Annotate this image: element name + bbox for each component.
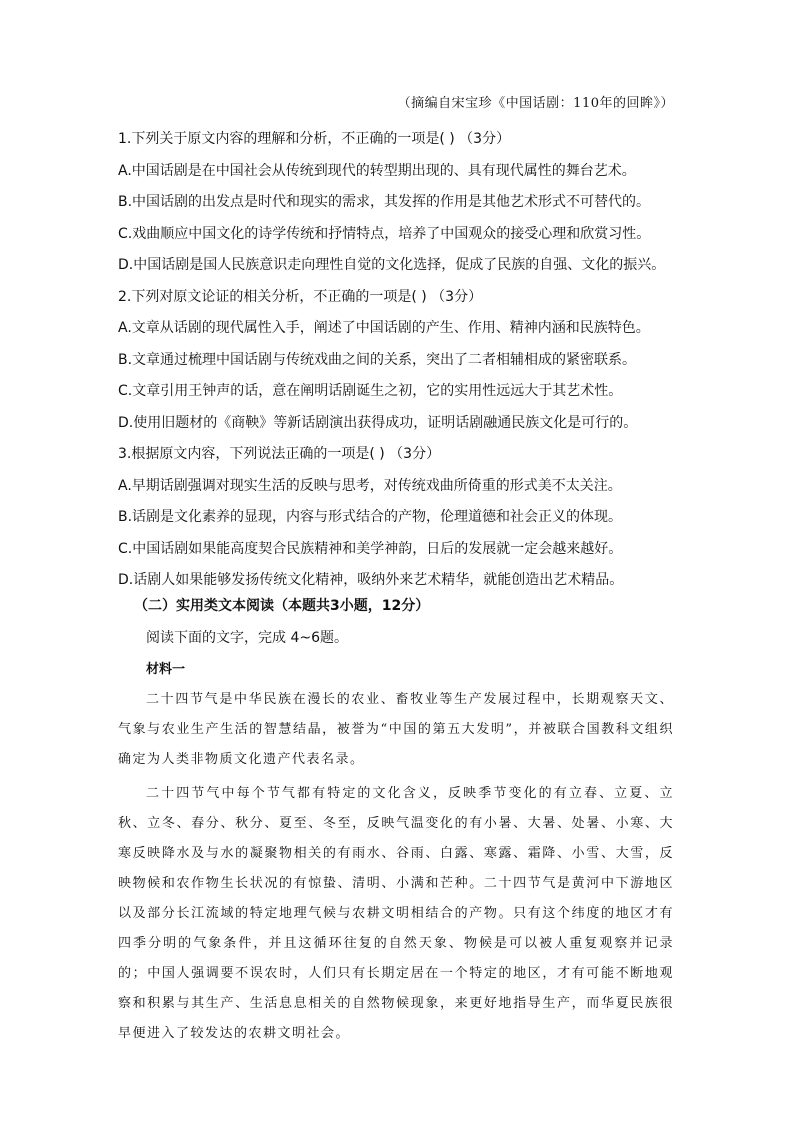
source-citation: （摘编自宋宝珍《中国话剧：110年的回眸》） <box>397 96 674 111</box>
section-heading: （二）实用类文本阅读（本题共3小题，12分） <box>134 598 430 614</box>
question-1-option-c: C.戏曲顺应中国文化的诗学传统和抒情特点，培养了中国观众的接受心理和欣赏习性。 <box>118 225 651 242</box>
question-1-stem: 1.下列关于原文内容的理解和分析，不正确的一项是( ) （3分） <box>118 131 511 147</box>
question-2-stem: 2.下列对原文论证的相关分析，不正确的一项是( ) （3分） <box>118 288 483 305</box>
question-1-option-d: D.中国话剧是国人民族意识走向理性自觉的文化选择，促成了民族的自强、文化的振兴。 <box>118 257 666 273</box>
question-3-option-a: A.早期话剧强调对现实生活的反映与思考，对传统戏曲所倚重的形式美不太关注。 <box>118 477 622 494</box>
question-1-option-b: B.中国话剧的出发点是时代和现实的需求，其发挥的作用是其他艺术形式不可替代的。 <box>118 194 651 210</box>
question-2-option-d: D.使用旧题材的《商鞅》等新话剧演出获得成功，证明话剧融通民族文化是可行的。 <box>118 414 638 431</box>
question-3-option-d: D.话剧人如果能够发扬传统文化精神，吸纳外来艺术精华，就能创造出艺术精品。 <box>118 572 624 588</box>
passage-paragraph-2: 二十四节气中每个节气都有特定的文化含义，反映季节变化的有立春、立夏、立秋、立冬、春分、秋分、夏至、冬至，反映气温变化的有小暑、大暑、处暑、小寒、大寒反映降水及与水的凝聚物相关的有雨水、谷雨、白露、寒露、霜降、小雪、大雪，反映物候和农作物生长状况的有惊蛰、清明、小满和芒种。二十四节气是黄河中下游地区以及部分长江流域的特定地理气候与农耕文明相结合的产物。只有这个纬度的地区才有四季分明的气象条件，并且这循环往复的自然天象、物候是可以被人重复观察并记录的；中国人强调要不误农时，人们只有长期定居在一个特定的地区，才有可能不断地观察和积累与其生产、生活息息相关的自然物候现象，来更好地指导生产，而华夏民族很早便进入了较发达的农耕文明社会。 <box>118 786 674 1041</box>
material-title: 材料一 <box>146 662 186 677</box>
question-2-option-b: B.文章通过梳理中国话剧与传统戏曲之间的关系，突出了二者相辅相成的紧密联系。 <box>118 351 637 368</box>
question-3-option-c: C.中国话剧如果能高度契合民族精神和美学神韵，日后的发展就一定会越来越好。 <box>118 540 623 557</box>
passage-paragraph-1: 二十四节气是中华民族在漫长的农业、畜牧业等生产发展过程中，长期观察天文、气象与农业生产生活的智慧结晶，被誉为“中国的第五大发明”，并被联合国教科文组织确定为人类非物质文化遗产代表名录。 <box>118 692 674 767</box>
question-2-option-a: A.文章从话剧的现代属性入手，阐述了中国话剧的产生、作用、精神内涵和民族特色。 <box>118 320 650 336</box>
question-2-option-c: C.文章引用王钟声的话，意在阐明话剧诞生之初，它的实用性远远大于其艺术性。 <box>118 383 623 399</box>
question-3-stem: 3.根据原文内容，下列说法正确的一项是( ) （3分） <box>118 446 441 462</box>
question-list <box>118 124 708 597</box>
reading-instruction: 阅读下面的文字，完成 4~6题。 <box>146 630 348 646</box>
question-1-option-a: A.中国话剧是在中国社会从传统到现代的转型期出现的、具有现代属性的舞台艺术。 <box>118 162 636 179</box>
question-3-option-b: B.话剧是文化素养的显现，内容与形式结合的产物，伦理道德和社会正义的体现。 <box>118 509 623 525</box>
